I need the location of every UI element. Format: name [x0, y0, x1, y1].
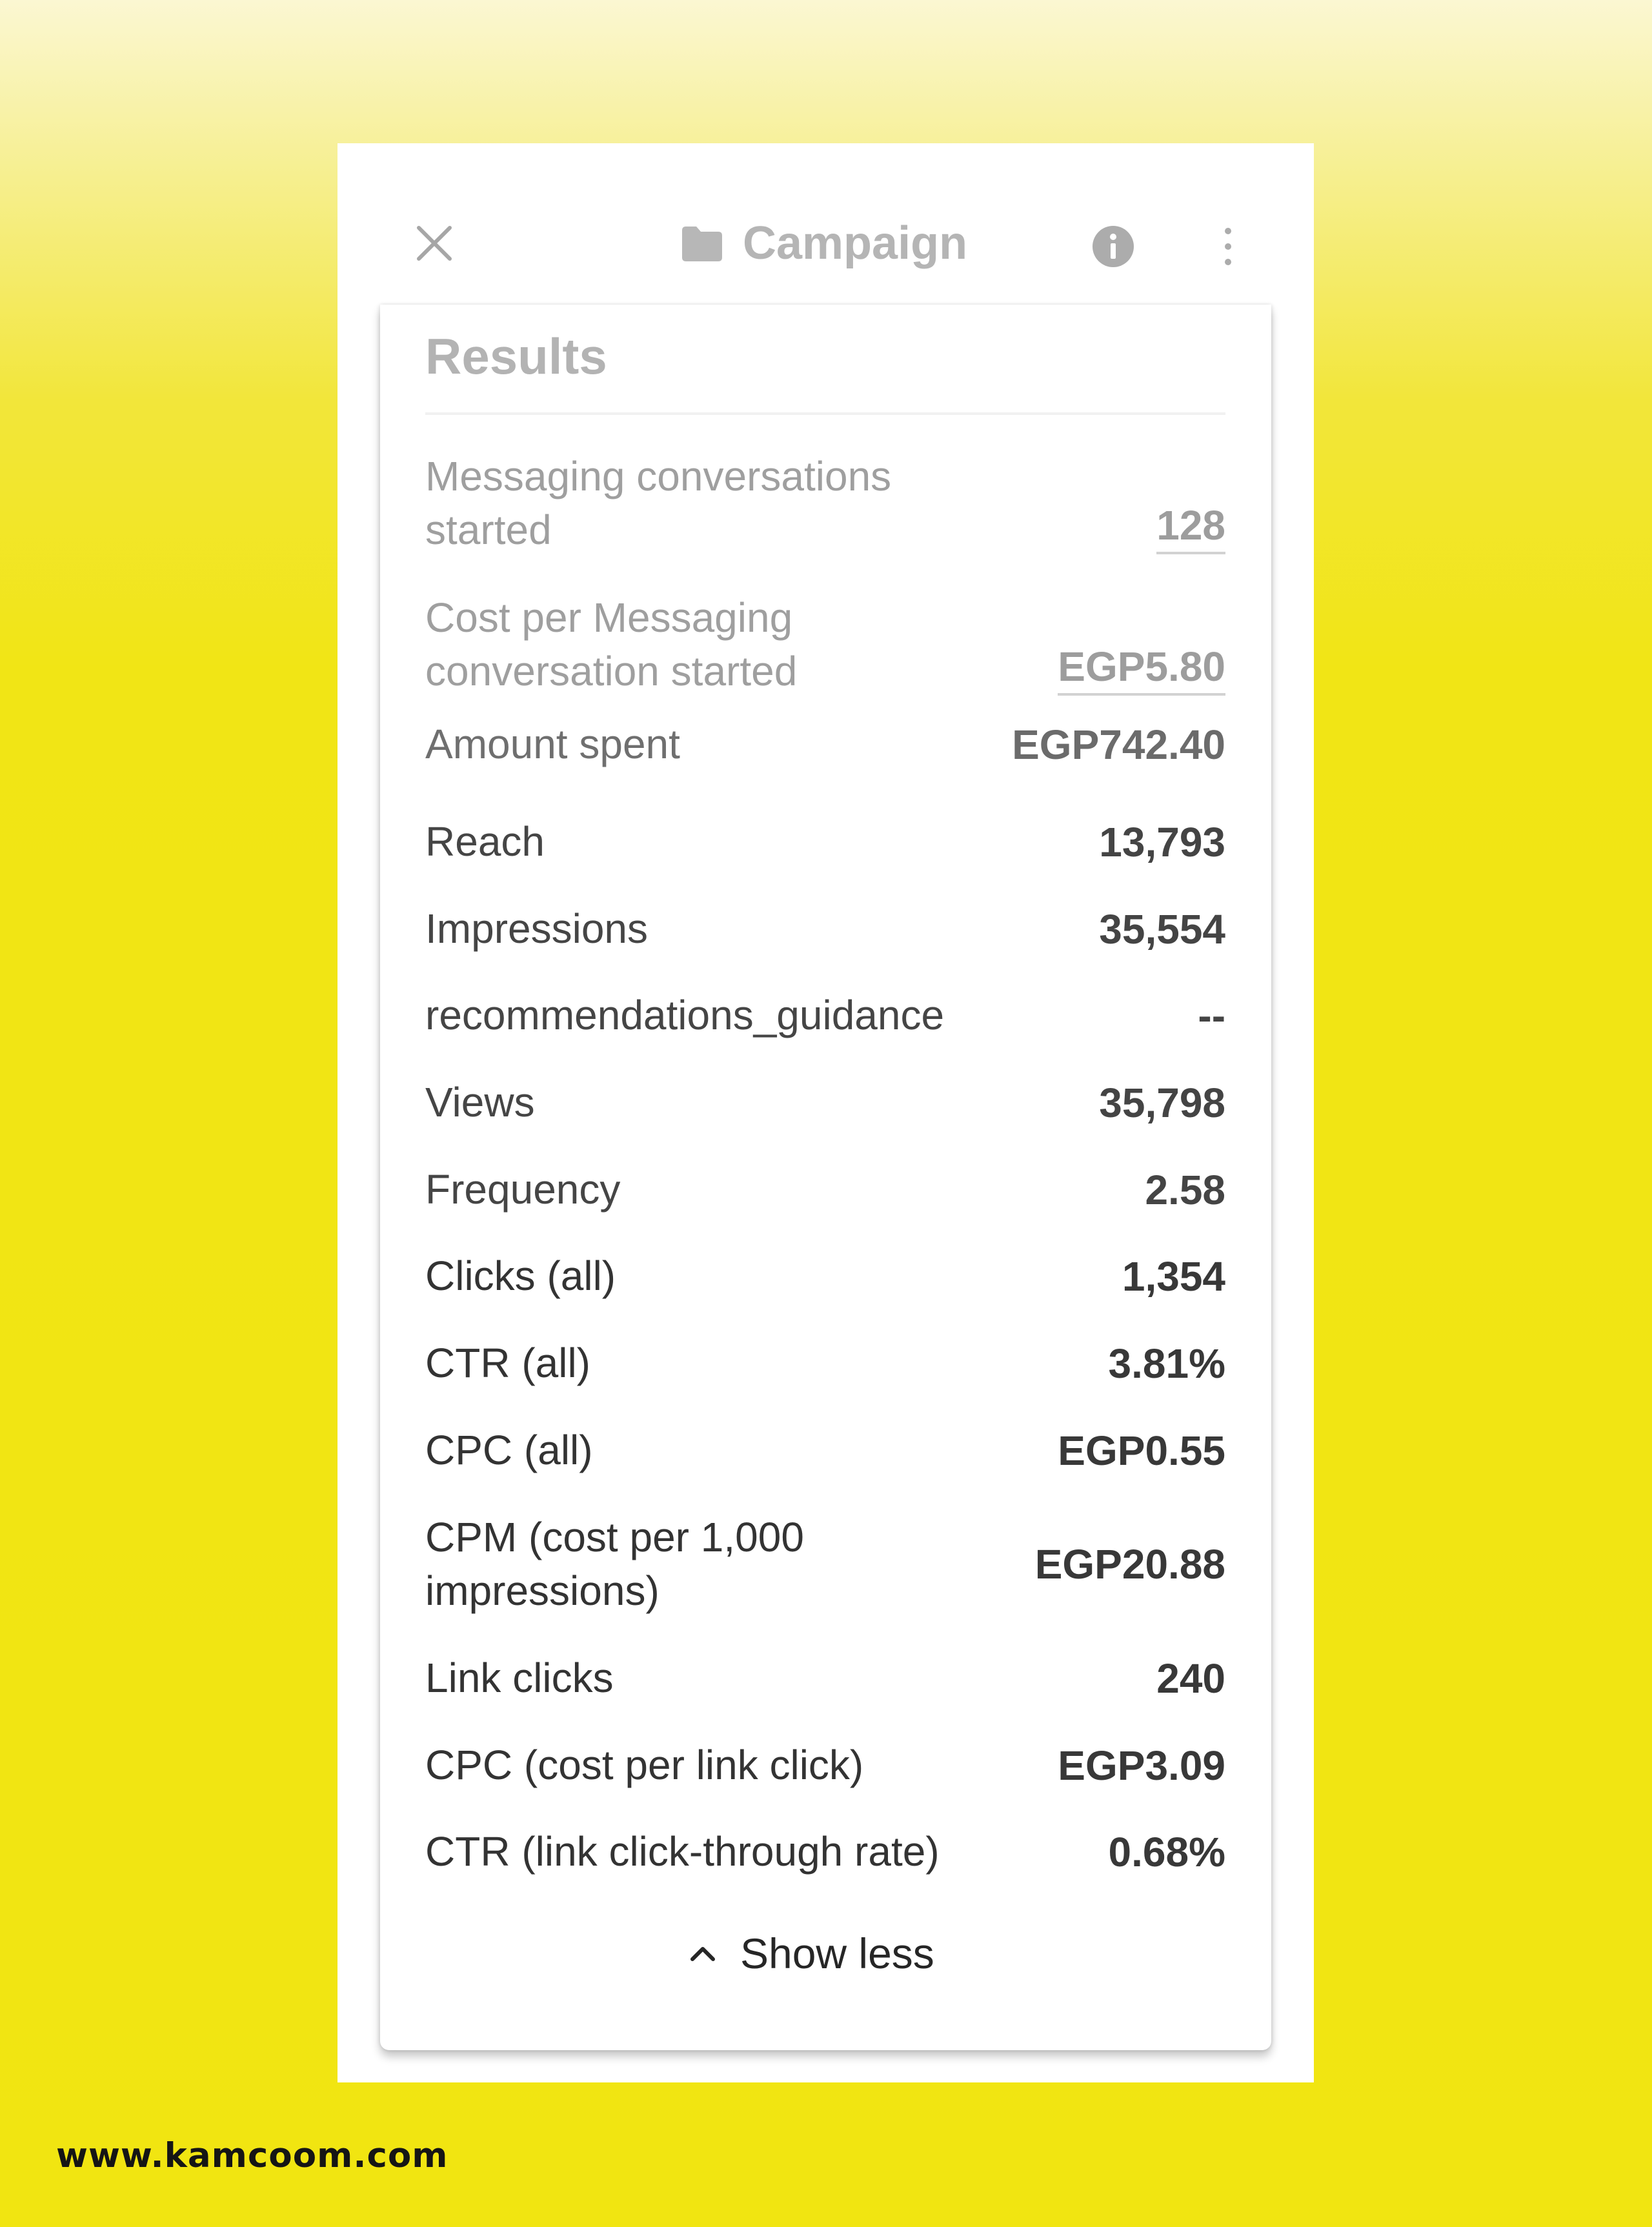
metric-row-ctr-all — [425, 1336, 1225, 1390]
chevron-up-icon — [690, 1945, 716, 1962]
metric-row-messaging-conversations — [425, 450, 1225, 557]
metric-value: EGP742.40 — [1012, 721, 1225, 768]
metric-value: 1,354 — [1122, 1253, 1225, 1300]
metric-row-cpc-all — [425, 1424, 1225, 1477]
metric-label: CTR (link click-through rate) — [425, 1828, 940, 1875]
metric-value-link[interactable]: EGP5.80 — [1058, 643, 1225, 696]
metric-label: Link clicks — [425, 1655, 614, 1701]
campaign-panel — [337, 143, 1314, 2082]
metric-row-cpm — [425, 1511, 1225, 1618]
header-bar — [337, 143, 1314, 305]
metric-value: 3.81% — [1108, 1340, 1225, 1387]
metric-value: EGP20.88 — [1034, 1541, 1225, 1587]
more-options-button[interactable] — [1196, 208, 1260, 285]
show-less-button[interactable] — [690, 1918, 934, 1989]
metric-label: CPC (all) — [425, 1427, 593, 1473]
metric-value: 0.68% — [1108, 1828, 1225, 1875]
show-less-label: Show less — [740, 1930, 934, 1977]
metric-row-recommendations — [425, 989, 1225, 1042]
metric-value-link[interactable]: 128 — [1156, 501, 1225, 554]
metric-value: 35,798 — [1099, 1079, 1225, 1126]
metric-label: Frequency — [425, 1166, 621, 1213]
metric-row-cost-per-conversation — [425, 591, 1225, 698]
metric-value: EGP0.55 — [1058, 1427, 1225, 1474]
metric-row-views — [425, 1076, 1225, 1129]
metric-row-impressions — [425, 902, 1225, 956]
metric-value: 13,793 — [1099, 818, 1225, 865]
results-card — [380, 305, 1271, 2050]
metric-label: Impressions — [425, 905, 648, 952]
metric-label: CTR (all) — [425, 1340, 590, 1386]
folder-icon — [680, 224, 725, 263]
close-icon — [416, 225, 452, 261]
metric-value: 35,554 — [1099, 905, 1225, 952]
metric-label: recommendations_guidance — [425, 992, 945, 1038]
metric-row-reach — [425, 815, 1225, 869]
metric-label: CPC (cost per link click) — [425, 1742, 864, 1788]
page-title: Campaign — [743, 217, 968, 269]
header-title-group — [680, 198, 967, 288]
metric-value: EGP3.09 — [1058, 1742, 1225, 1789]
metric-row-clicks-all — [425, 1249, 1225, 1303]
info-icon — [1091, 225, 1135, 268]
divider — [425, 412, 1225, 415]
metric-label: Clicks (all) — [425, 1253, 616, 1299]
info-button[interactable] — [1074, 208, 1152, 285]
metric-value: -- — [1198, 992, 1225, 1039]
close-button[interactable] — [389, 198, 479, 288]
metric-label: Views — [425, 1079, 535, 1125]
more-vertical-icon — [1222, 226, 1234, 267]
metric-row-link-clicks — [425, 1651, 1225, 1705]
metric-row-frequency — [425, 1163, 1225, 1216]
metric-row-amount-spent — [425, 718, 1225, 771]
metric-row-cpc-link — [425, 1738, 1225, 1792]
metric-value: 2.58 — [1145, 1166, 1225, 1213]
metric-label: CPM (cost per 1,000 impressions) — [425, 1514, 804, 1614]
metric-value: 240 — [1156, 1655, 1225, 1702]
metric-label: Messaging conversations started — [425, 453, 892, 553]
metric-label: Reach — [425, 818, 545, 865]
website-url: www.kamcoom.com — [56, 2136, 448, 2175]
metric-label: Cost per Messaging conversation started — [425, 594, 798, 694]
results-heading: Results — [425, 328, 607, 385]
metric-label: Amount spent — [425, 721, 680, 767]
metric-row-ctr-link — [425, 1825, 1225, 1879]
